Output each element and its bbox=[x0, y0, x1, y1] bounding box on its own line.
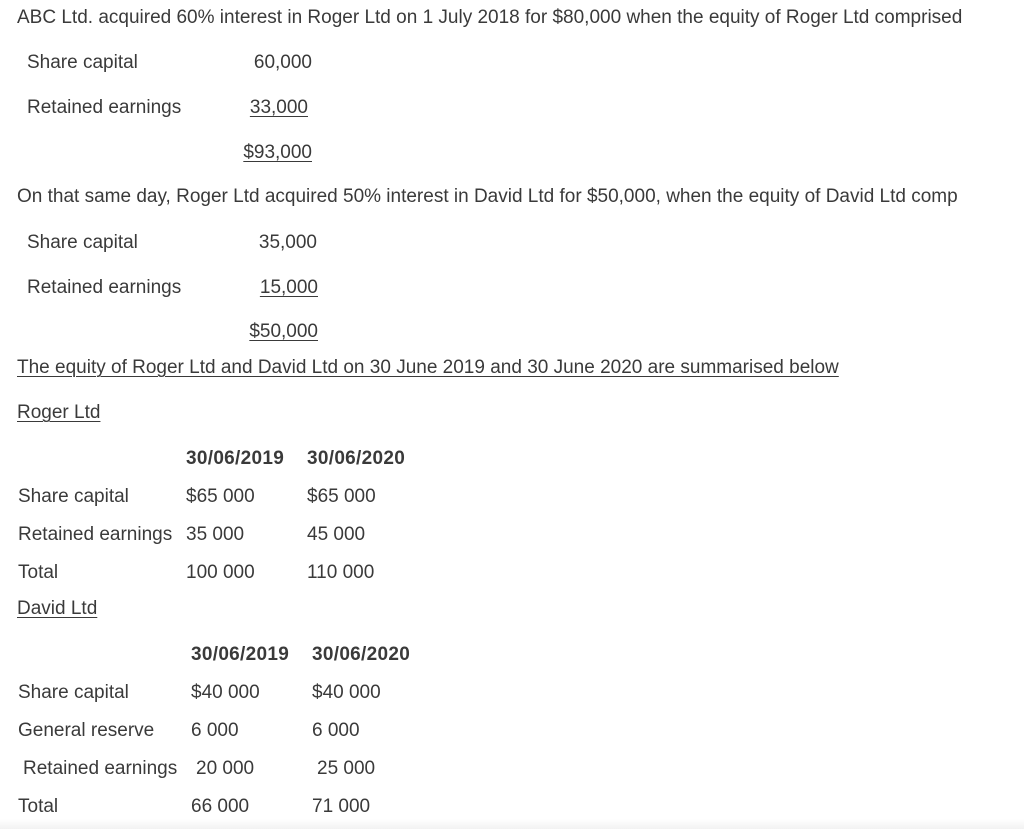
david-col-2020-header: 30/06/2020 bbox=[312, 644, 411, 665]
david-row-label: Share capital bbox=[18, 682, 129, 703]
david-title: David Ltd bbox=[17, 598, 98, 619]
roger-row-2020-value: 110 000 bbox=[307, 562, 375, 583]
david-row-2020-value: 25 000 bbox=[317, 758, 376, 779]
roger-row-2019-value: $65 000 bbox=[186, 486, 255, 507]
david-row-2020-value: 6 000 bbox=[312, 720, 360, 741]
roger-acq-share-capital-value: 60,000 bbox=[253, 52, 312, 73]
summary-heading: The equity of Roger Ltd and David Ltd on 30 June 2019 and 30 June 2020 are summarised below bbox=[17, 357, 839, 378]
second-paragraph-text: On that same day, Roger Ltd acquired 50% interest in David Ltd for $50,000, when the equity of David Ltd comp bbox=[17, 186, 958, 207]
roger-row-2020-value: 45 000 bbox=[307, 524, 366, 545]
david-row-label: General reserve bbox=[18, 720, 155, 741]
david-acq-retained-earnings-label: Retained earnings bbox=[27, 277, 182, 298]
roger-acq-total: $93,000 bbox=[243, 142, 312, 163]
roger-col-2020-header: 30/06/2020 bbox=[307, 448, 406, 469]
roger-acq-retained-earnings-label: Retained earnings bbox=[27, 97, 182, 118]
roger-acq-retained-earnings-value: 33,000 bbox=[249, 97, 308, 118]
roger-title: Roger Ltd bbox=[17, 402, 101, 423]
david-acq-share-capital-value: 35,000 bbox=[258, 232, 317, 253]
intro-text: ABC Ltd. acquired 60% interest in Roger Ltd on 1 July 2018 for $80,000 when the equity of Roger Ltd comprised bbox=[17, 7, 963, 28]
roger-row-label: Share capital bbox=[18, 486, 129, 507]
roger-acq-share-capital-label: Share capital bbox=[27, 52, 138, 73]
david-row-label: Retained earnings bbox=[23, 758, 178, 779]
bottom-shadow bbox=[0, 819, 1024, 829]
david-acq-retained-earnings-value: 15,000 bbox=[259, 277, 318, 298]
roger-row-2019-value: 35 000 bbox=[186, 524, 245, 545]
roger-row-2020-value: $65 000 bbox=[307, 486, 376, 507]
david-row-2020-value: 71 000 bbox=[312, 796, 371, 817]
david-row-label: Total bbox=[18, 796, 59, 817]
roger-row-2019-value: 100 000 bbox=[186, 562, 255, 583]
david-row-2019-value: 20 000 bbox=[196, 758, 255, 779]
david-row-2019-value: $40 000 bbox=[191, 682, 260, 703]
roger-row-label: Total bbox=[18, 562, 59, 583]
roger-row-label: Retained earnings bbox=[18, 524, 173, 545]
david-row-2019-value: 66 000 bbox=[191, 796, 250, 817]
david-row-2019-value: 6 000 bbox=[191, 720, 239, 741]
david-acq-total: $50,000 bbox=[249, 321, 318, 342]
david-acq-share-capital-label: Share capital bbox=[27, 232, 138, 253]
david-row-2020-value: $40 000 bbox=[312, 682, 381, 703]
roger-col-2019-header: 30/06/2019 bbox=[186, 448, 285, 469]
david-col-2019-header: 30/06/2019 bbox=[191, 644, 290, 665]
